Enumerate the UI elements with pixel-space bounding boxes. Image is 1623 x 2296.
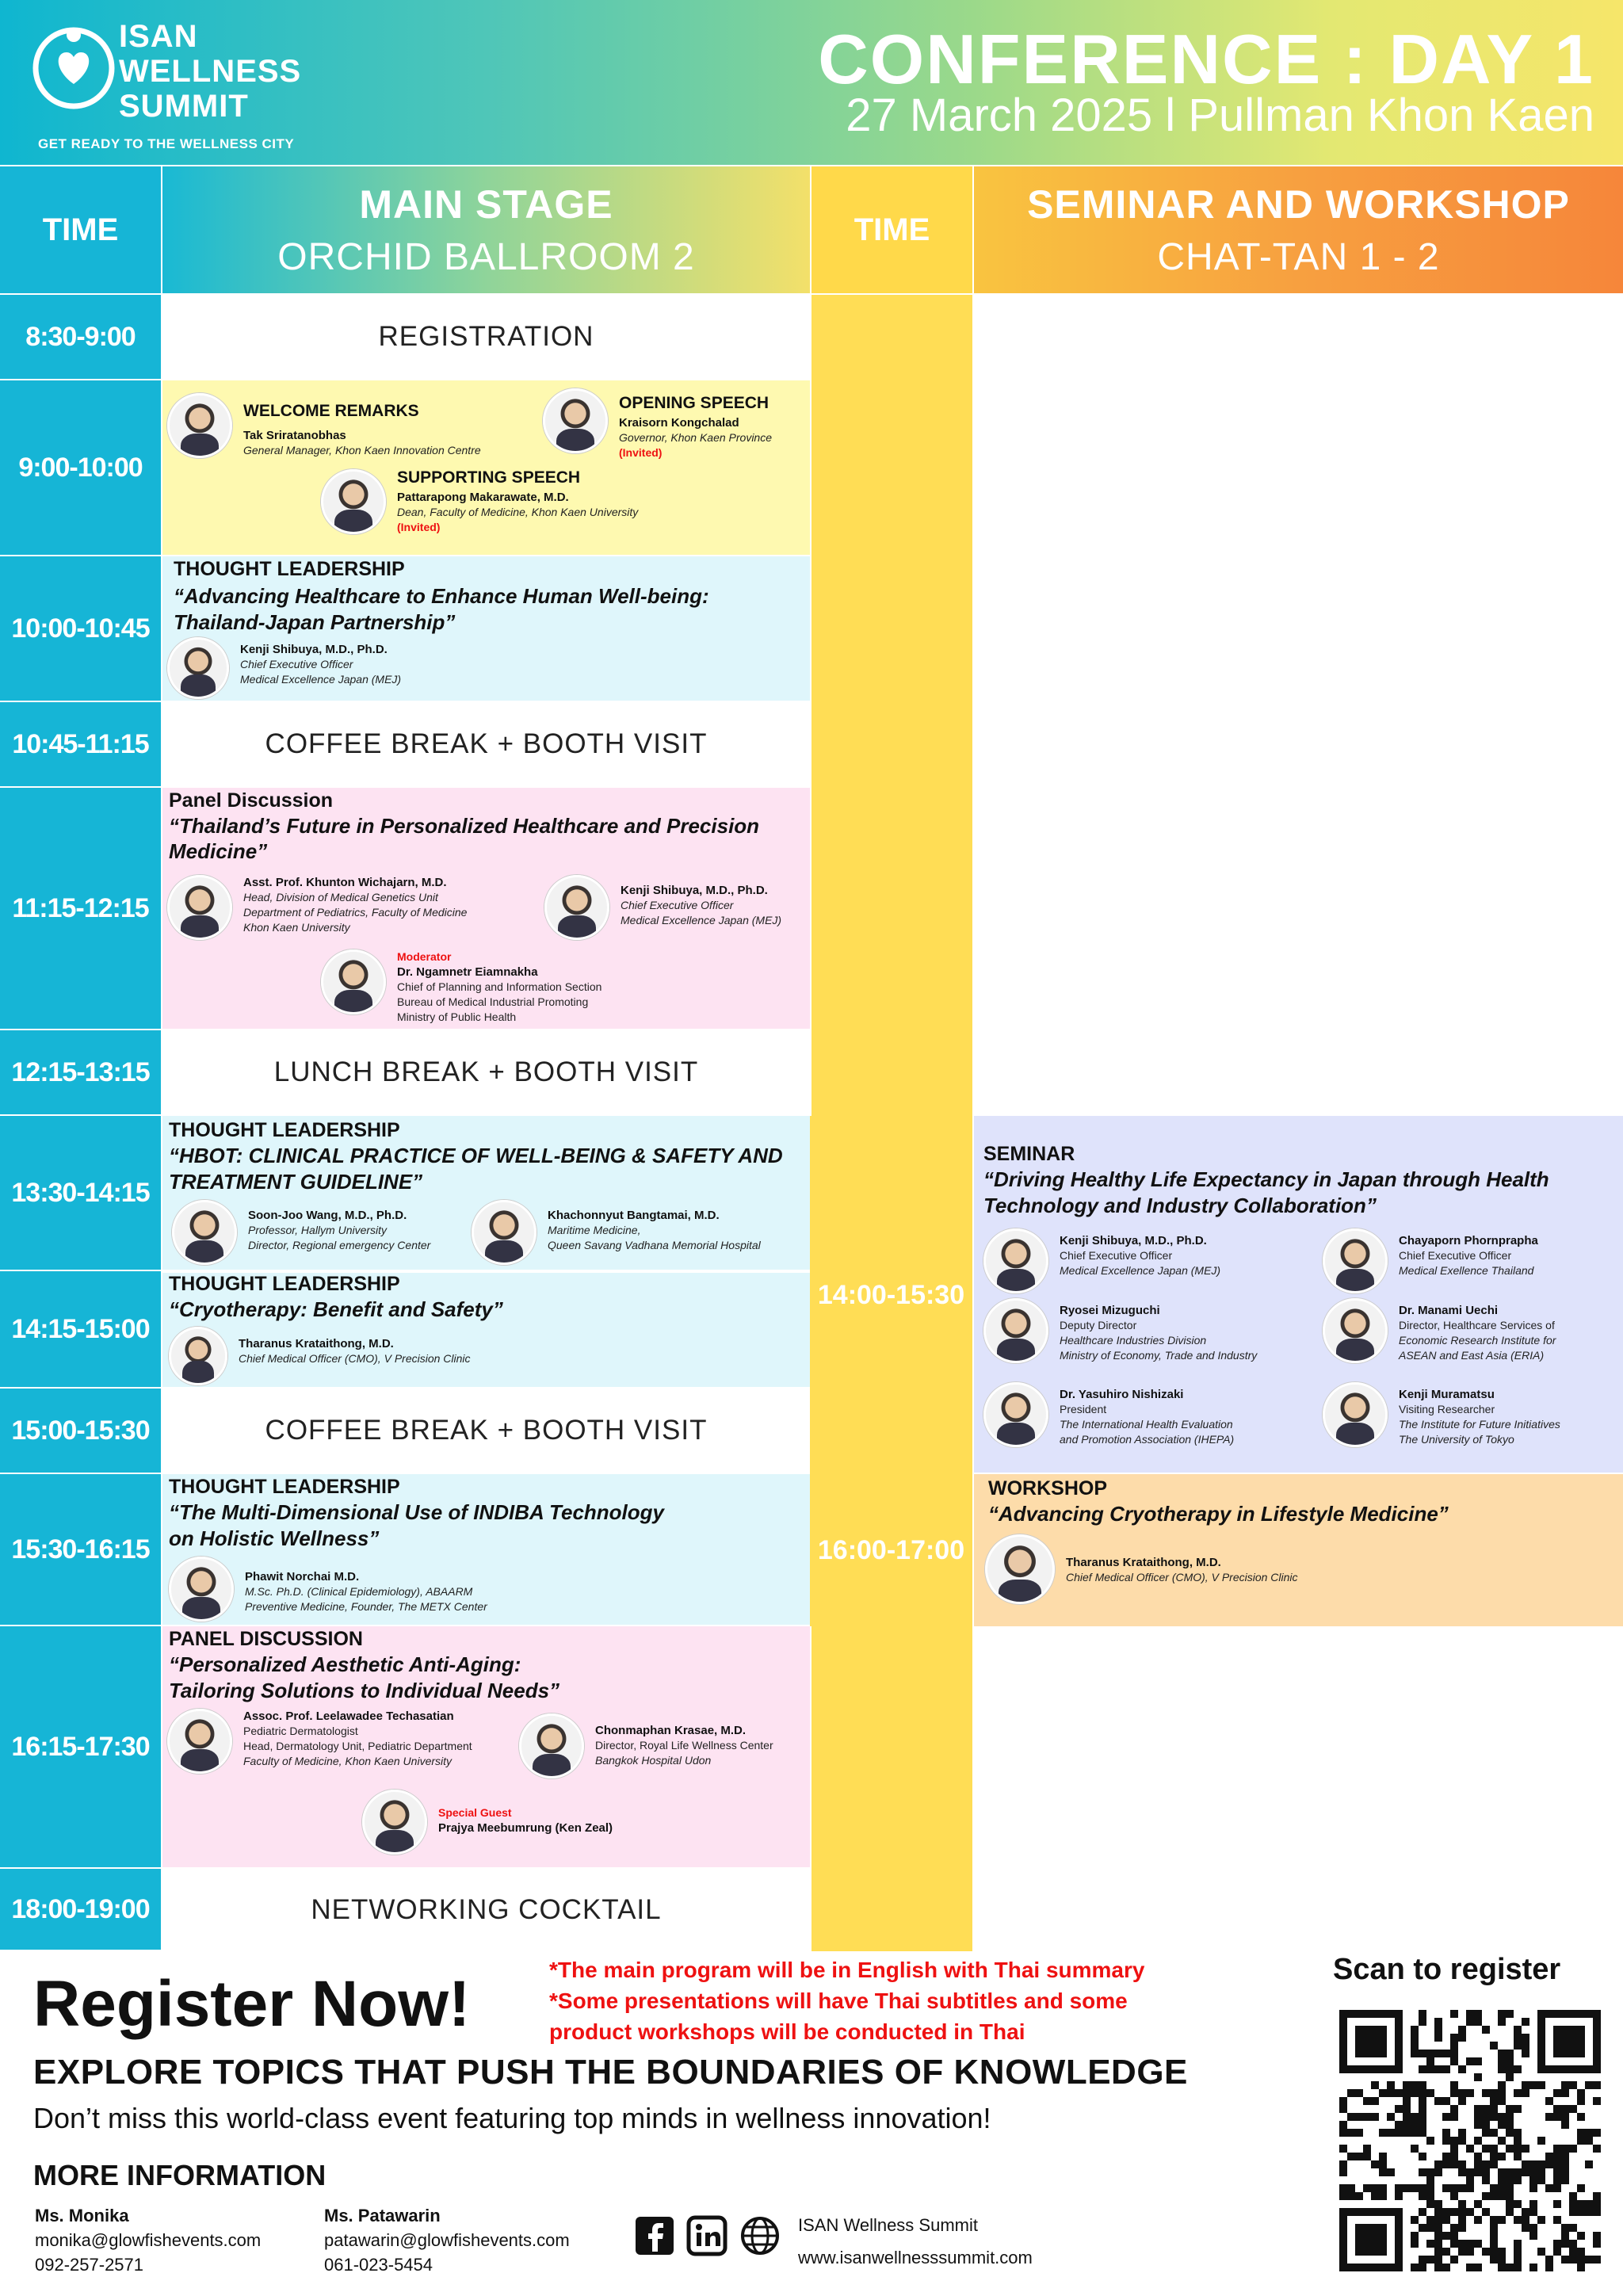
speaker-name: Chayaporn Phornprapha <box>1399 1234 1538 1247</box>
seminar-header <box>974 166 1623 293</box>
role-label: OPENING SPEECH <box>619 394 769 412</box>
speaker <box>169 1327 471 1385</box>
speaker-role: Maritime Medicine, <box>548 1224 641 1236</box>
special-guest-label: Special Guest <box>438 1806 512 1819</box>
contact-monika <box>35 2203 261 2277</box>
logo-text-2: WELLNESS <box>119 54 302 89</box>
note-line: *Some presentations will have Thai subtitles and some <box>549 1988 1128 2013</box>
registration-cell <box>162 295 810 380</box>
language-notes <box>549 1954 1144 2047</box>
speaker-name: Tharanus Krataithong, M.D. <box>1066 1556 1221 1569</box>
speaker-role: Pediatric Dermatologist <box>243 1725 358 1737</box>
break-label: LUNCH BREAK + BOOTH VISIT <box>273 1056 699 1087</box>
time-slot: 16:15-17:30 <box>0 1626 161 1869</box>
speaker-org: Healthcare Industries Division <box>1060 1334 1207 1347</box>
speaker-name: Tak Sriratanobhas <box>243 429 346 442</box>
speaker-photo <box>543 388 608 453</box>
thought-leadership-1 <box>162 556 810 702</box>
time-slot: 12:15-13:15 <box>0 1030 161 1116</box>
speaker-name: Prajya Meebumrung (Ken Zeal) <box>438 1821 613 1835</box>
session-title-line1: “Advancing Cryotherapy in Lifestyle Medicine” <box>988 1502 1449 1526</box>
speaker-name: Dr. Yasuhiro Nishizaki <box>1060 1388 1184 1401</box>
main-stage-header <box>162 166 810 293</box>
networking-cocktail <box>162 1869 810 1951</box>
speaker-photo <box>169 1327 227 1385</box>
speaker-photo <box>321 949 386 1014</box>
speaker-name: Chonmaphan Krasae, M.D. <box>595 1724 747 1737</box>
speaker-role: Chief Executive Officer <box>1399 1249 1512 1262</box>
time-slot-workshop: 16:00-17:00 <box>810 1474 972 1626</box>
more-info-heading: MORE INFORMATION <box>33 2159 327 2191</box>
time-header-left <box>0 166 161 293</box>
linkedin-icon[interactable] <box>686 2215 727 2256</box>
speaker-org: Faculty of Medicine, Khon Kaen University <box>243 1755 453 1767</box>
time-slot: 8:30-9:00 <box>0 295 161 380</box>
speaker-name: Kenji Shibuya, M.D., Ph.D. <box>621 884 768 897</box>
session-title-line2: on Holistic Wellness” <box>169 1526 380 1550</box>
social-name: ISAN Wellness Summit <box>798 2215 978 2235</box>
seminar-speaker <box>983 1298 1257 1363</box>
speaker-photo <box>983 1382 1048 1447</box>
invited-note: (Invited) <box>619 446 663 459</box>
speaker-dept: Head, Dermatology Unit, Pediatric Department <box>243 1740 472 1752</box>
register-now-heading: Register Now! <box>33 1968 471 2040</box>
speaker-org: Queen Savang Vadhana Memorial Hospital <box>548 1239 761 1251</box>
time-slot: 14:15-15:00 <box>0 1271 161 1389</box>
speaker-role: Professor, Hallym University <box>248 1224 388 1236</box>
speaker <box>167 1709 472 1774</box>
speaker-title: General Manager, Khon Kaen Innovation Centre <box>243 444 481 457</box>
speaker-role: M.Sc. Ph.D. (Clinical Epidemiology), ABAARM <box>245 1585 473 1598</box>
speaker-photo <box>1323 1382 1388 1447</box>
speaker-name: Dr. Manami Uechi <box>1399 1304 1499 1317</box>
note-line: product workshops will be conducted in Thai <box>549 2019 1025 2044</box>
speaker-photo <box>1323 1298 1388 1363</box>
invited-note: (Invited) <box>397 521 441 533</box>
role-label: SUPPORTING SPEECH <box>397 468 581 487</box>
session-title-line2: Thailand-Japan Partnership” <box>174 610 456 634</box>
coffee-break-2 <box>162 1389 810 1474</box>
moderator-label: Moderator <box>397 950 452 963</box>
speaker-name: Soon-Joo Wang, M.D., Ph.D. <box>248 1209 407 1222</box>
speaker-role: Chief Medical Officer (CMO), V Precision Clinic <box>1066 1571 1298 1584</box>
speaker <box>472 1200 761 1265</box>
speaker-role: Chief Executive Officer <box>1060 1249 1173 1262</box>
session-title-line2: Technology and Industry Collaboration” <box>983 1194 1377 1217</box>
speaker-org: Medical Excellence Japan (MEJ) <box>1060 1264 1221 1277</box>
explore-tagline: EXPLORE TOPICS THAT PUSH THE BOUNDARIES OF KNOWLEDGE <box>33 2053 1188 2092</box>
speaker-role: Chief Executive Officer <box>240 658 353 670</box>
thought-leadership-3 <box>162 1271 810 1389</box>
networking-label: NETWORKING COCKTAIL <box>311 1894 662 1925</box>
logo-emblem-icon <box>30 22 117 109</box>
speaker <box>519 1713 773 1778</box>
speaker-role: Director, Royal Life Wellness Center <box>595 1739 773 1752</box>
seminar-session <box>974 1116 1623 1474</box>
speaker-org: Medical Excellence Japan (MEJ) <box>240 673 402 686</box>
speaker-photo <box>321 469 386 534</box>
speaker-photo <box>167 875 232 940</box>
speaker-org-extra: The University of Tokyo <box>1399 1433 1514 1446</box>
seminar-speaker <box>1323 1382 1560 1447</box>
speaker-name: Assoc. Prof. Leelawadee Techasatian <box>243 1710 454 1723</box>
session-title-line2: TREATMENT GUIDELINE” <box>169 1170 423 1194</box>
speaker-supporting <box>321 469 638 535</box>
time-header-left-label: TIME <box>42 212 119 247</box>
speaker <box>985 1534 1298 1604</box>
speaker-org: Bangkok Hospital Udon <box>595 1754 712 1767</box>
speaker-org: Medical Excellence Japan (MEJ) <box>621 914 782 926</box>
session-title-line1: “Driving Healthy Life Expectancy in Japan through Health <box>983 1167 1549 1191</box>
seminar-speaker <box>1323 1228 1538 1293</box>
thought-leadership-4 <box>162 1474 810 1626</box>
speaker-org: Director, Regional emergency Center <box>248 1239 431 1251</box>
seminar-speaker <box>1323 1298 1556 1363</box>
speaker-name: Asst. Prof. Khunton Wichajarn, M.D. <box>243 876 447 889</box>
session-kicker: THOUGHT LEADERSHIP <box>169 1476 400 1498</box>
session-kicker: WORKSHOP <box>988 1477 1107 1499</box>
special-guest <box>362 1790 613 1855</box>
time-slot: 9:00-10:00 <box>0 380 161 556</box>
speaker <box>167 875 467 940</box>
speaker-photo <box>172 1200 237 1265</box>
facebook-icon[interactable] <box>634 2215 675 2256</box>
speaker-welcome <box>167 393 481 458</box>
speaker-role: Director, Healthcare Services of <box>1399 1319 1555 1331</box>
contact-name: Ms. Patawarin <box>324 2206 441 2225</box>
speaker-org-extra: Ministry of Economy, Trade and Industry <box>1060 1349 1258 1362</box>
page-subtitle: 27 March 2025 l Pullman Khon Kaen <box>846 90 1594 141</box>
speaker <box>169 1557 487 1622</box>
logo-tagline: GET READY TO THE WELLNESS CITY <box>38 136 295 151</box>
contact-patawarin <box>324 2203 570 2277</box>
speaker <box>172 1200 430 1265</box>
time-slot: 11:15-12:15 <box>0 788 161 1030</box>
session-title-line1: “Personalized Aesthetic Anti-Aging: <box>169 1652 521 1676</box>
session-title-line2: Tailoring Solutions to Individual Needs” <box>169 1679 560 1702</box>
time-slot-seminar: 14:00-15:30 <box>810 1116 972 1474</box>
speaker-role: Chief Executive Officer <box>621 899 734 911</box>
speaker-photo <box>472 1200 537 1265</box>
speaker-org: Medical Exellence Thailand <box>1399 1264 1534 1277</box>
time-slot: 15:00-15:30 <box>0 1389 161 1474</box>
note-line: *The main program will be in English with Thai summary <box>549 1958 1145 1982</box>
contact-email[interactable]: patawarin@glowfishevents.com <box>324 2230 570 2250</box>
session-title-line1: “Cryotherapy: Benefit and Safety” <box>169 1297 503 1321</box>
opening-session <box>162 380 810 556</box>
panel-discussion-1 <box>162 788 810 1030</box>
speaker-title: Dean, Faculty of Medicine, Khon Kaen University <box>397 506 639 518</box>
session-kicker: THOUGHT LEADERSHIP <box>169 1119 400 1141</box>
time-slot: 10:00-10:45 <box>0 556 161 702</box>
speaker-photo <box>983 1228 1048 1293</box>
break-label: COFFEE BREAK + BOOTH VISIT <box>265 1415 708 1446</box>
seminar-speaker <box>983 1382 1234 1447</box>
speaker-dept: Department of Pediatrics, Faculty of Medicine <box>243 906 468 919</box>
speaker-org: Economic Research Institute for <box>1399 1334 1556 1347</box>
session-kicker: SEMINAR <box>983 1143 1075 1165</box>
seminar-speaker <box>983 1228 1220 1293</box>
time-header-right-label: TIME <box>854 212 930 247</box>
globe-icon[interactable] <box>739 2215 781 2256</box>
speaker-role: Chief of Planning and Information Section <box>397 980 602 993</box>
session-kicker: THOUGHT LEADERSHIP <box>169 1273 400 1295</box>
speaker-photo <box>985 1534 1055 1604</box>
break-label: COFFEE BREAK + BOOTH VISIT <box>265 728 708 759</box>
speaker-dept: Bureau of Medical Industrial Promoting <box>397 995 589 1008</box>
header-banner <box>0 0 1623 165</box>
time-slot: 13:30-14:15 <box>0 1116 161 1271</box>
social-icons <box>634 2215 808 2260</box>
speaker-role: Head, Division of Medical Genetics Unit <box>243 891 438 904</box>
dont-miss-text: Don’t miss this world-class event featuring top minds in wellness innovation! <box>33 2102 991 2134</box>
speaker-name: Kenji Shibuya, M.D., Ph.D. <box>240 643 388 656</box>
speaker-photo <box>1323 1228 1388 1293</box>
contact-phone[interactable]: 092-257-2571 <box>35 2255 144 2275</box>
seminar-title: SEMINAR AND WORKSHOP <box>1027 181 1570 227</box>
speaker-role: Deputy Director <box>1060 1319 1137 1331</box>
speaker-role: Chief Medical Officer (CMO), V Precision Clinic <box>239 1352 471 1365</box>
moderator <box>321 949 601 1025</box>
session-kicker: Panel Discussion <box>169 789 334 812</box>
speaker-photo <box>544 875 609 940</box>
panel-discussion-2 <box>162 1626 810 1869</box>
speaker-name: Tharanus Krataithong, M.D. <box>239 1337 394 1350</box>
session-title-line1: “Advancing Healthcare to Enhance Human Well-being: <box>174 584 709 608</box>
contact-phone[interactable]: 061-023-5454 <box>324 2255 433 2275</box>
role-label: WELCOME REMARKS <box>243 402 419 420</box>
page-title: CONFERENCE : DAY 1 <box>818 20 1594 98</box>
speaker-org: Ministry of Public Health <box>397 1010 517 1023</box>
contact-email[interactable]: monika@glowfishevents.com <box>35 2230 262 2250</box>
speaker-photo <box>983 1298 1048 1363</box>
website-link[interactable]: www.isanwellnesssummit.com <box>798 2248 1033 2267</box>
contact-name: Ms. Monika <box>35 2206 129 2225</box>
speaker-org-extra: and Promotion Association (IHEPA) <box>1060 1433 1235 1446</box>
speaker-name: Dr. Ngamnetr Eiamnakha <box>397 965 538 979</box>
main-stage-title: MAIN STAGE <box>359 181 613 227</box>
main-stage-room: ORCHID BALLROOM 2 <box>277 235 695 278</box>
time-slot: 10:45-11:15 <box>0 702 161 788</box>
lunch-break <box>162 1030 810 1116</box>
session-kicker: PANEL DISCUSSION <box>169 1628 363 1650</box>
speaker-photo <box>167 393 232 458</box>
workshop-session <box>974 1474 1623 1626</box>
speaker-role: Visiting Researcher <box>1399 1403 1495 1415</box>
speaker-name: Kenji Muramatsu <box>1399 1388 1495 1401</box>
speaker-org: The International Health Evaluation <box>1060 1418 1233 1431</box>
web-info <box>798 2213 1033 2270</box>
session-title-line1: “The Multi-Dimensional Use of INDIBA Technology <box>169 1500 664 1524</box>
logo-text-1: ISAN <box>119 19 198 54</box>
speaker-photo <box>167 1709 232 1774</box>
speaker-photo <box>362 1790 427 1855</box>
speaker-opening <box>543 388 772 460</box>
speaker-name: Ryosei Mizuguchi <box>1060 1304 1160 1317</box>
logo[interactable] <box>30 14 300 153</box>
scan-to-register-label: Scan to register <box>1333 1953 1561 1986</box>
seminar-room: CHAT-TAN 1 - 2 <box>1157 235 1440 278</box>
time-slot: 15:30-16:15 <box>0 1474 161 1626</box>
session-kicker: THOUGHT LEADERSHIP <box>174 558 405 580</box>
speaker-name: Khachonnyut Bangtamai, M.D. <box>548 1209 720 1222</box>
speaker-photo <box>169 1557 234 1622</box>
speaker-org: Preventive Medicine, Founder, The METX Center <box>245 1600 487 1613</box>
speaker-name: Kraisorn Kongchalad <box>619 416 739 430</box>
speaker-title: Governor, Khon Kaen Province <box>619 431 773 444</box>
session-title-line2: Medicine” <box>169 839 268 863</box>
speaker-org: Khon Kaen University <box>243 921 350 934</box>
session-title-line1: “HBOT: CLINICAL PRACTICE OF WELL-BEING & SAFETY AND <box>169 1144 783 1167</box>
speaker-photo <box>167 637 229 699</box>
speaker <box>167 637 401 699</box>
speaker-photo <box>519 1713 584 1778</box>
session-title-line1: “Thailand’s Future in Personalized Healthcare and Precision <box>169 814 760 838</box>
time-slot: 18:00-19:00 <box>0 1869 161 1951</box>
speaker-name: Pattarapong Makarawate, M.D. <box>397 491 569 504</box>
registration-label: REGISTRATION <box>378 321 594 352</box>
speaker-role: President <box>1060 1403 1107 1415</box>
logo-text-3: SUMMIT <box>119 89 249 124</box>
speaker-org: The Institute for Future Initiatives <box>1399 1418 1560 1431</box>
thought-leadership-2 <box>162 1116 810 1271</box>
coffee-break-1 <box>162 702 810 788</box>
speaker-name: Phawit Norchai M.D. <box>245 1570 360 1584</box>
qr-code[interactable] <box>1339 2010 1601 2271</box>
speaker-name: Kenji Shibuya, M.D., Ph.D. <box>1060 1234 1207 1247</box>
time-header-right <box>812 166 972 293</box>
speaker-org-extra: ASEAN and East Asia (ERIA) <box>1399 1349 1545 1362</box>
speaker <box>544 875 781 940</box>
